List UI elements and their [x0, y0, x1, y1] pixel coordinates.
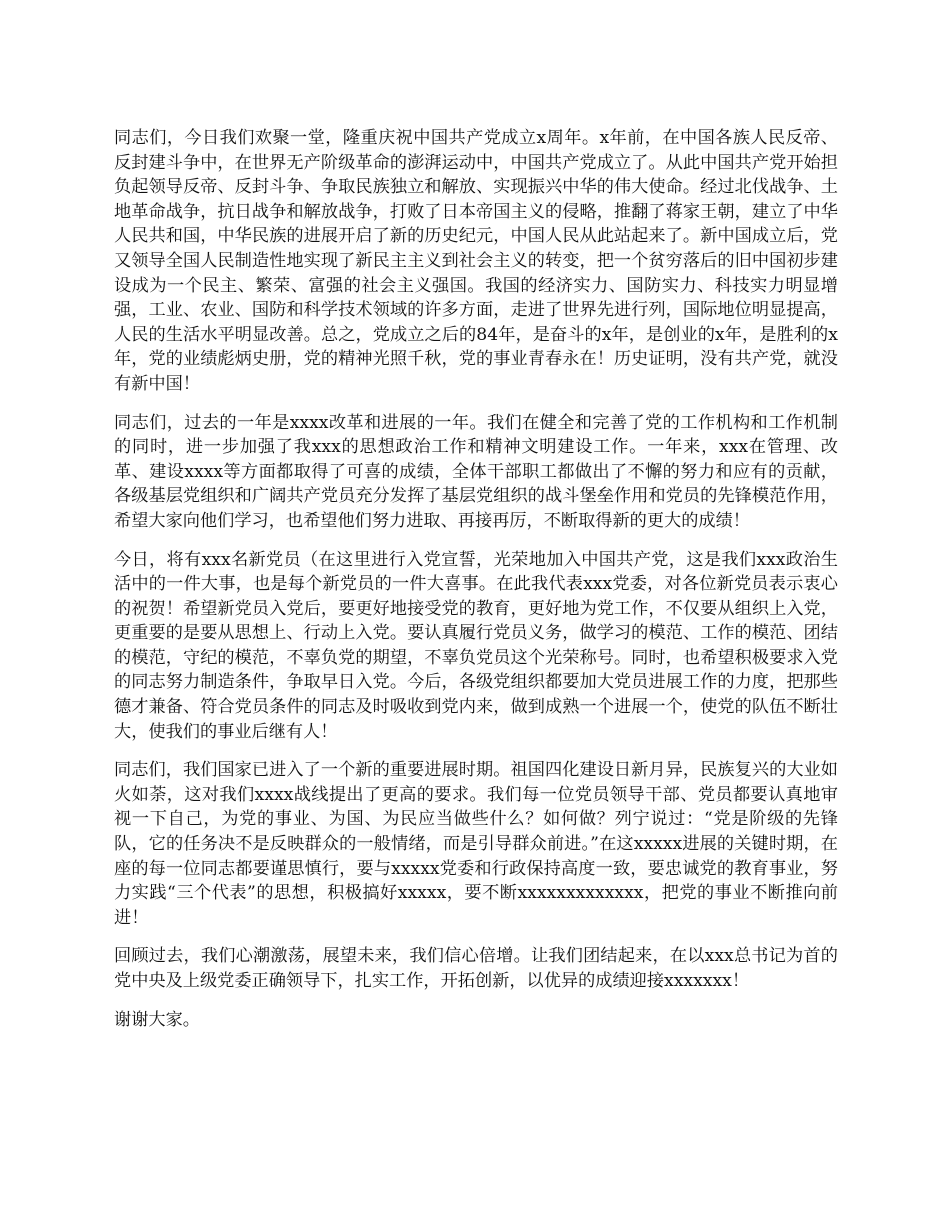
paragraph-opening: 同志们，今日我们欢聚一堂，隆重庆祝中国共产党成立x周年。x年前，在中国各族人民反帝、反封建斗争中，在世界无产阶级革命的澎湃运动中，中国共产党成立了。从此中国共产党开始担负起领导反帝、反封斗争、争取民族独立和解放、实现振兴中华的伟大使命。经过北伐战争、土地革命战争，抗日战争和解放战争，打败了日本帝国主义的侵略，推翻了蒋家王朝，建立了中华人民共和国，中华民族的进展开启了新的历史纪元，中国人民从此站起来了。新中国成立后，党又领导全国人民制造性地实现了新民主主义到社会主义的转变，把一个贫穷落后的旧中国初步建设成为一个民主、繁荣、富强的社会主义强国。我国的经济实力、国防实力、科技实力明显增强，工业、农业、国防和科学技术领域的许多方面，走进了世界先进行列，国际地位明显提高，人民的生活水平明显改善。总之，党成立之后的84年，是奋斗的x年，是创业的x年，是胜利的x年，党的业绩彪炳史册，党的精神光照千秋，党的事业青春永在！历史证明，没有共产党，就没有新中国！	[114, 128, 838, 394]
document-body	[114, 126, 838, 1046]
paragraph-closing: 回顾过去，我们心潮激荡，展望未来，我们信心倍增。让我们团结起来，在以xxx总书记为首的党中央及上级党委正确领导下，扎实工作，开拓创新，以优异的成绩迎接xxxxxxx！	[114, 946, 838, 991]
paragraph-past-year: 同志们，过去的一年是xxxx改革和进展的一年。我们在健全和完善了党的工作机构和工作机制的同时，进一步加强了我xxx的思想政治工作和精神文明建设工作。一年来，xxx在管理、改革、建设xxxx等方面都取得了可喜的成绩，全体干部职工都做出了不懈的努力和应有的贡献，各级基层党组织和广阔共产党员充分发挥了基层党组织的战斗堡垒作用和党员的先锋模范作用，希望大家向他们学习，也希望他们努力进取、再接再厉，不断取得新的更大的成绩！	[114, 412, 838, 531]
paragraph-new-members: 今日，将有xxx名新党员（在这里进行入党宣誓，光荣地加入中国共产党，这是我们xxx政治生活中的一件大事，也是每个新党员的一件大喜事。在此我代表xxx党委，对各位新党员表示衷心的祝贺！希望新党员入党后，要更好地接受党的教育，更好地为党工作，不仅要从组织上入党，更重要的是要从思想上、行动上入党。要认真履行党员义务，做学习的模范、工作的模范、团结的模范，守纪的模范，不辜负党的期望，不辜负党员这个光荣称号。同时，也希望积极要求入党的同志努力制造条件，争取早日入党。今后，各级党组织都要加大党员进展工作的力度，把那些德才兼备、符合党员条件的同志及时吸收到党内来，做到成熟一个进展一个，使党的队伍不断壮大，使我们的事业后继有人！	[114, 549, 838, 742]
paragraph-new-period: 同志们，我们国家已进入了一个新的重要进展时期。祖国四化建设日新月异，民族复兴的大业如火如荼，这对我们xxxx战线提出了更高的要求。我们每一位党员领导干部、党员都要认真地审视一下自己，为党的事业、为国、为民应当做些什么？如何做？列宁说过：“党是阶级的先锋队，它的任务决不是反映群众的一般情绪，而是引导群众前进。”在这xxxxx进展的关键时期，在座的每一位同志都要谨思慎行，要与xxxxx党委和行政保持高度一致，要忠诚党的教育事业，努力实践“三个代表”的思想，积极搞好xxxxx，要不断xxxxxxxxxxxxx，把党的事业不断推向前进！	[114, 760, 838, 928]
paragraph-thanks: 谢谢大家。	[114, 1009, 200, 1030]
